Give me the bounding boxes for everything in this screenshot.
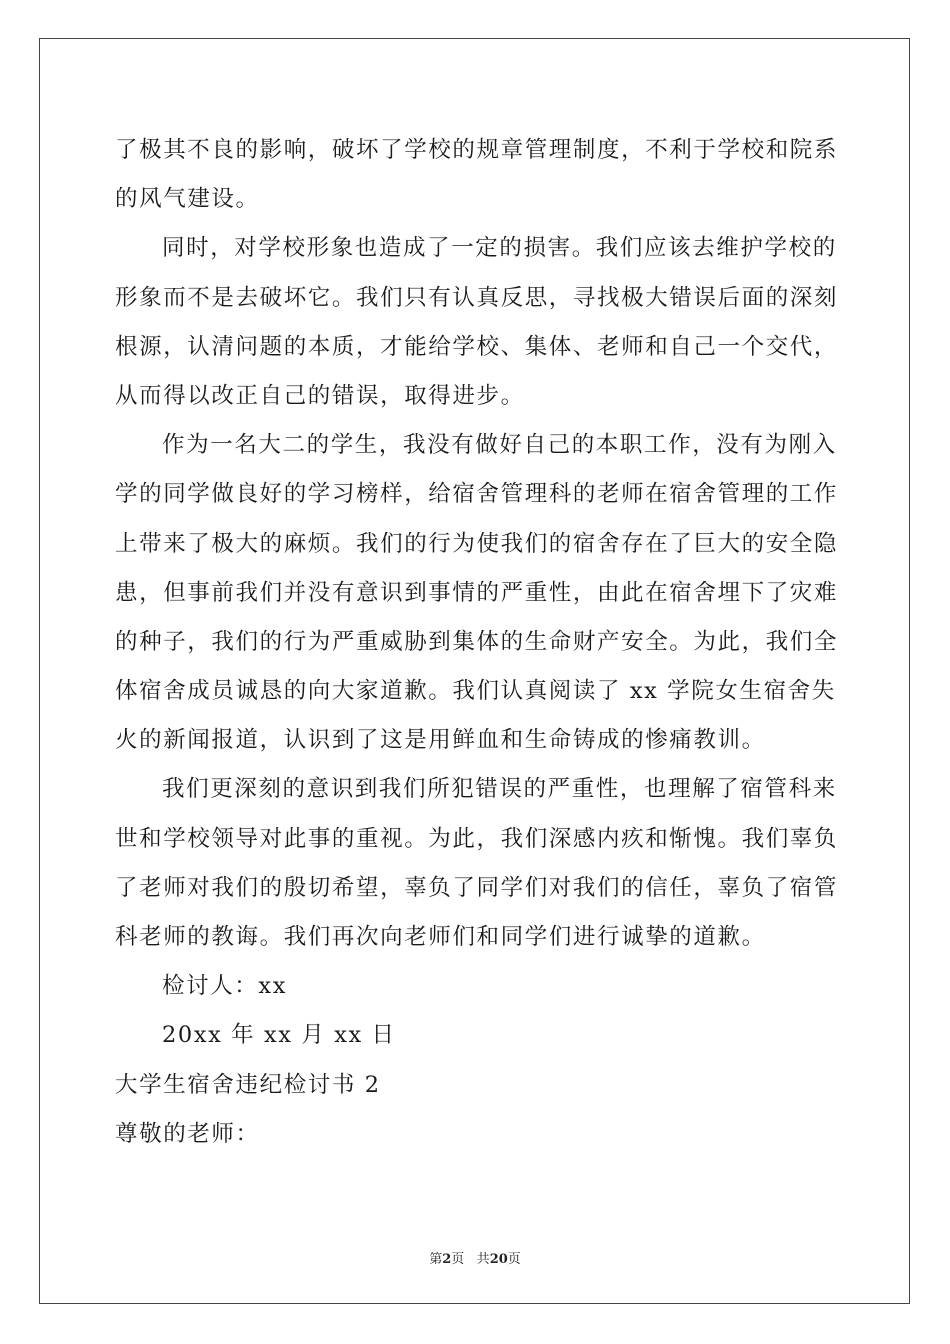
text-line: 的种子，我们的行为严重威胁到集体的生命财产安全。为此，我们全 xyxy=(115,628,839,655)
page-prefix: 第 xyxy=(429,1252,443,1267)
text-line: 上带来了极大的麻烦。我们的行为使我们的宿舍存在了巨大的安全隐 xyxy=(115,530,839,557)
text-line: 根源，认清问题的本质，才能给学校、集体、老师和自己一个交代， xyxy=(115,333,839,360)
signature-line: 检讨人：xx xyxy=(162,973,287,1000)
text-line: 了老师对我们的殷切希望，辜负了同学们对我们的信任，辜负了宿管 xyxy=(115,874,839,901)
document-body xyxy=(115,126,839,1159)
paragraph-start: 我们更深刻的意识到我们所犯错误的严重性，也理解了宿管科来 xyxy=(162,776,837,803)
paragraph-start: 作为一名大二的学生，我没有做好自己的本职工作，没有为刚入 xyxy=(162,432,837,459)
text-line: 患，但事前我们并没有意识到事情的严重性，由此在宿舍埋下了灾难 xyxy=(115,579,839,606)
text-line: 体宿舍成员诚恳的向大家道歉。我们认真阅读了 xx 学院女生宿舍失 xyxy=(115,678,836,705)
salutation: 尊敬的老师： xyxy=(115,1120,260,1147)
text-line: 从而得以改正自己的错误，取得进步。 xyxy=(115,382,525,409)
text-line: 科老师的教诲。我们再次向老师们和同学们进行诚挚的道歉。 xyxy=(115,924,766,950)
section-heading: 大学生宿舍违纪检讨书 2 xyxy=(115,1071,381,1098)
text-line: 了极其不良的影响，破坏了学校的规章管理制度，不利于学校和院系 xyxy=(115,137,839,163)
text-line: 形象而不是去破坏它。我们只有认真反思，寻找极大错误后面的深刻 xyxy=(115,284,839,311)
page-suffix: 页 xyxy=(451,1252,465,1267)
page-number: 2 xyxy=(442,1252,452,1267)
page-footer xyxy=(0,1248,950,1267)
text-line: 世和学校领导对此事的重视。为此，我们深感内疚和惭愧。我们辜负 xyxy=(115,825,839,852)
date-line: 20xx 年 xx 月 xx 日 xyxy=(162,1022,396,1049)
text-line: 火的新闻报道，认识到了这是用鲜血和生命铸成的惨痛教训。 xyxy=(115,727,766,754)
total-prefix: 共 xyxy=(476,1252,490,1267)
paragraph-start: 同时，对学校形象也造成了一定的损害。我们应该去维护学校的 xyxy=(162,235,837,262)
total-suffix: 页 xyxy=(507,1252,521,1267)
text-line: 学的同学做良好的学习榜样，给宿舍管理科的老师在宿舍管理的工作 xyxy=(115,481,839,508)
text-line: 的风气建设。 xyxy=(115,186,260,213)
total-pages: 20 xyxy=(489,1252,508,1267)
